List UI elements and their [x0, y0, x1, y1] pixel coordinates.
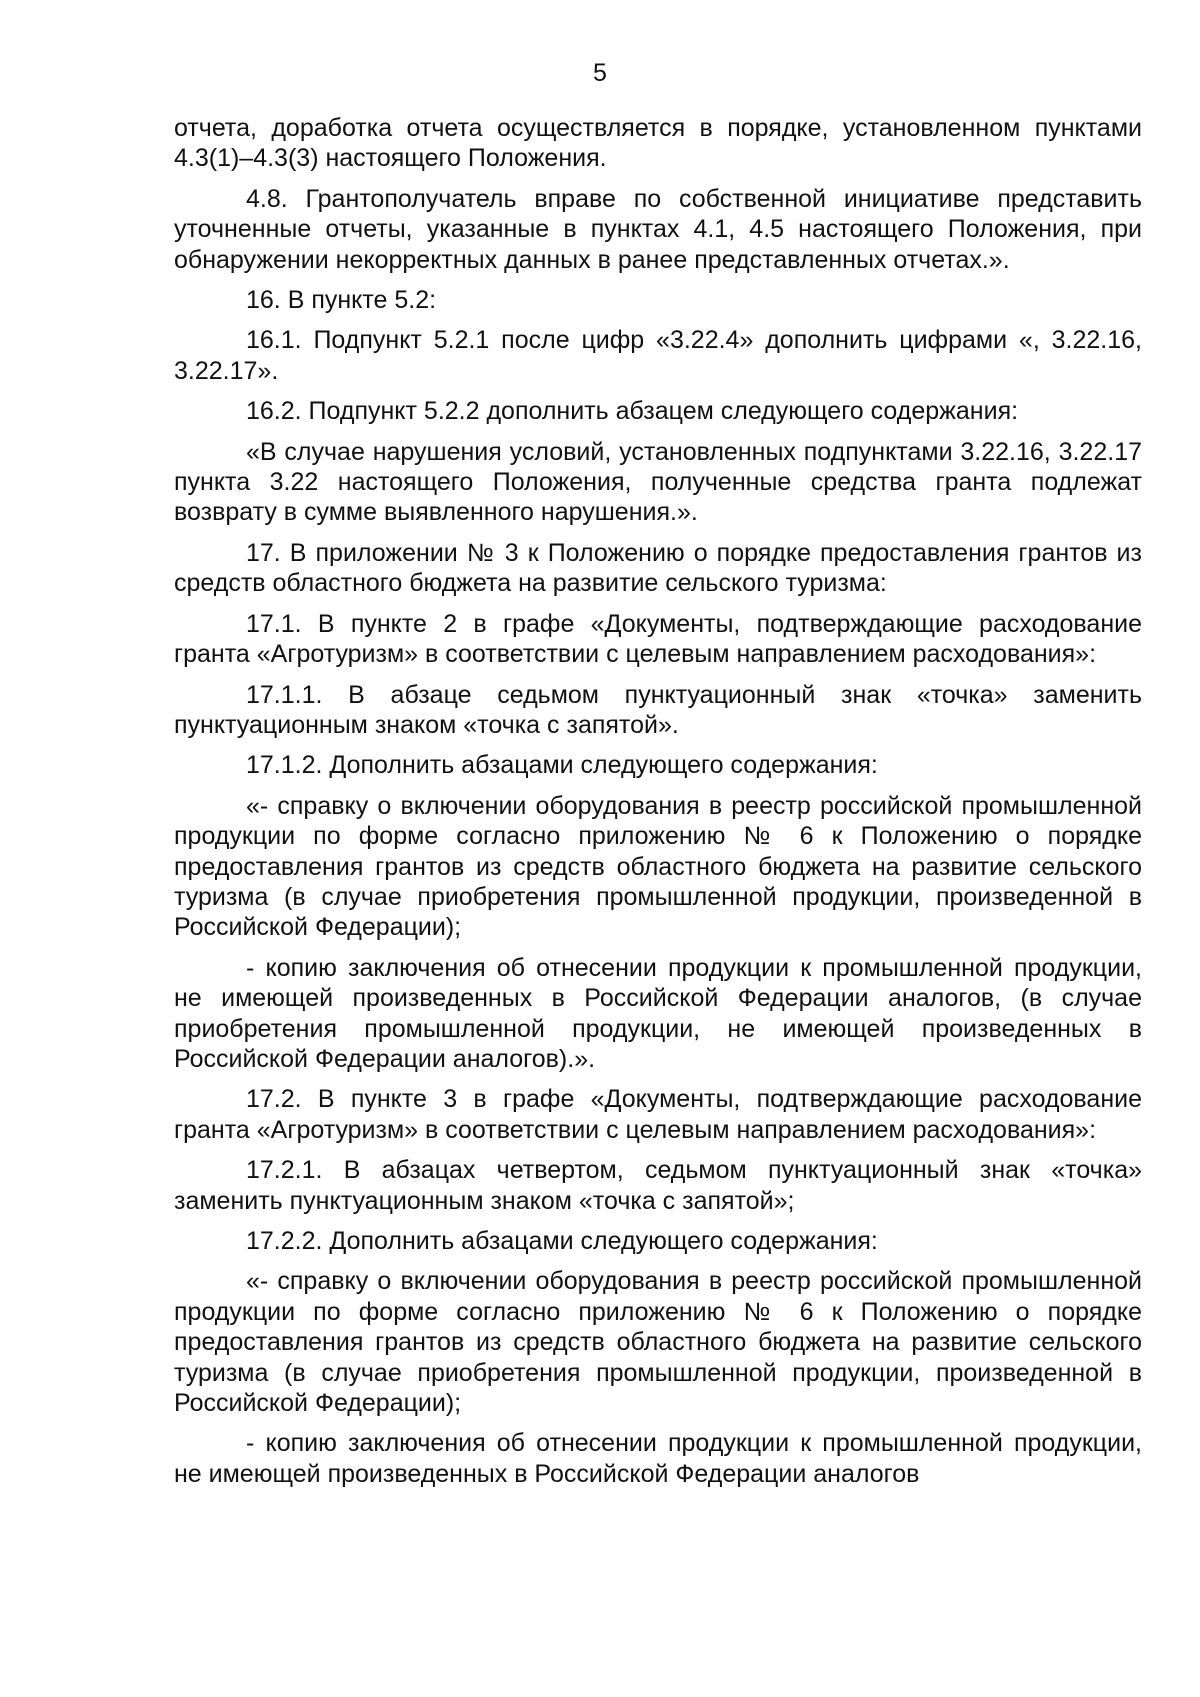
paragraph-17-2: 17.2. В пункте 3 в графе «Документы, подтверждающие расходование гранта «Агротуризм» в соответствии с целевым направлением расходования»:: [174, 1085, 1142, 1144]
paragraph-16-2-quote: «В случае нарушения условий, установленных подпунктами 3.22.16, 3.22.17 пункта 3.22 настоящего Положения, полученные средства гранта подлежат возврату в сумме выявленного нарушения.».: [174, 437, 1142, 527]
paragraph-17-1-2: 17.1.2. Дополнить абзацами следующего содержания:: [246, 751, 878, 780]
page-number: 5: [593, 59, 607, 87]
paragraph-17-1-2-item-2: - копию заключения об отнесении продукции к промышленной продукции, не имеющей произведенных в Российской Федерации аналогов, (в случае приобретения промышленной продукции, не имеющей произведенных в Российской Федерации аналогов).».: [174, 953, 1142, 1073]
paragraph-17-1-1: 17.1.1. В абзаце седьмом пунктуационный знак «точка» заменить пунктуационным знаком «точка с запятой».: [174, 680, 1142, 739]
paragraph-16-1: 16.1. Подпункт 5.2.1 после цифр «3.22.4» дополнить цифрами «, 3.22.16, 3.22.17».: [174, 326, 1142, 385]
paragraph-17-1-2-item-1: «- справку о включении оборудования в реестр российской промышленной продукции по форме согласно приложению № 6 к Положению о порядке предоставления грантов из средств областного бюджета на развитие сельского туризма (в случае приобретения промышленной продукции, произведенной в Российской Федерации);: [174, 791, 1142, 942]
paragraph-4-8: 4.8. Грантополучатель вправе по собственной инициативе представить уточненные отчеты, указанные в пунктах 4.1, 4.5 настоящего Положения, при обнаружении некорректных данных в ранее представленных отчетах.».: [174, 184, 1142, 274]
document-body: [174, 113, 1142, 1499]
paragraph-17-2-2: 17.2.2. Дополнить абзацами следующего содержания:: [246, 1227, 878, 1255]
paragraph-17: 17. В приложении № 3 к Положению о порядке предоставления грантов из средств областного бюджета на развитие сельского туризма:: [174, 538, 1142, 598]
paragraph-continuation: отчета, доработка отчета осуществляется в порядке, установленном пунктами 4.3(1)–4.3(3) настоящего Положения.: [174, 114, 1142, 173]
paragraph-17-2-2-item-2: - копию заключения об отнесении продукции к промышленной продукции, не имеющей произведенных в Российской Федерации аналогов: [174, 1429, 1142, 1488]
paragraph-17-2-1: 17.2.1. В абзацах четвертом, седьмом пунктуационный знак «точка» заменить пунктуационным знаком «точка с запятой»;: [174, 1156, 1142, 1215]
paragraph-17-2-2-item-1: «- справку о включении оборудования в реестр российской промышленной продукции по форме согласно приложению № 6 к Положению о порядке предоставления грантов из средств областного бюджета на развитие сельского туризма (в случае приобретения промышленной продукции, произведенной в Российской Федерации);: [174, 1267, 1142, 1418]
paragraph-16: 16. В пункте 5.2:: [246, 286, 437, 315]
paragraph-16-2: 16.2. Подпункт 5.2.2 дополнить абзацем следующего содержания:: [246, 397, 1019, 426]
paragraph-17-1: 17.1. В пункте 2 в графе «Документы, подтверждающие расходование гранта «Агротуризм» в соответствии с целевым направлением расходования»:: [174, 609, 1142, 669]
